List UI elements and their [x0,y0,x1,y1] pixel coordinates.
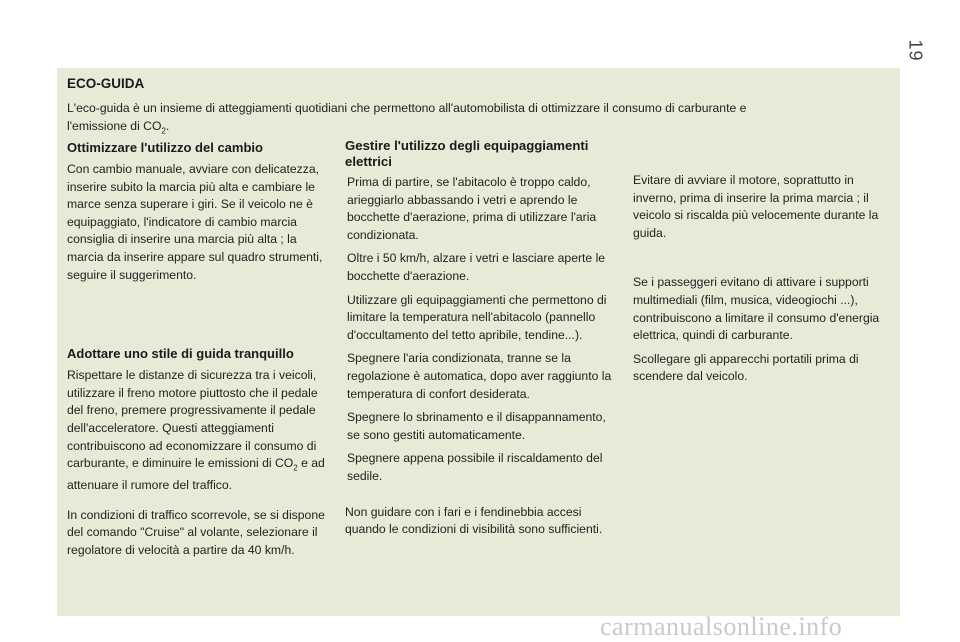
para-electrical-4: Spegnere l'aria condizionata, tranne se la regolazione è automatica, dopo aver raggiunto la temperatura di confort desiderata. [347,351,612,401]
para-electrical-3: Utilizzare gli equipaggiamenti che permettono di limitare la temperatura nell'abitacolo (pannello d'occultamento del tetto apribile, tendine...). [347,292,607,342]
para-electrical-1: Prima di partire, se l'abitacolo è troppo caldo, arieggiarlo abbassando i vetri e aprendo le bocchette d'aerazione, prima di utilizzare l'aria condizionata. [347,175,597,242]
heading-electrical: Gestire l'utilizzo degli equipaggiamenti elettrici [345,138,589,169]
intro-line-2-end: . [165,118,170,133]
para-engine-start: Evitare di avviare il motore, soprattutto in inverno, prima di inserire la prima marcia ; il veicolo si riscalda più velocemente durante la guida. [633,173,879,240]
para-portable-devices: Scollegare gli apparecchi portatili prima di scendere dal veicolo. [633,351,859,384]
para-driving-style-subscript: 2 [293,463,298,473]
intro-line-1: L'eco-guida è un insieme di atteggiamenti quotidiani che permettono all'automobilista di ottimizzare il consumo di carburante e [67,101,747,115]
para-driving-style-text: Rispettare le distanze di sicurezza tra i veicoli, utilizzare il freno motore piuttosto che il pedale del freno, premere progressivamente il pedale dell'acceleratore. Questi atteggiamenti contribuiscono ad economizzare il consumo di carburante, e diminuire le emissioni di CO [67,368,318,471]
para-electrical-2: Oltre i 50 km/h, alzare i vetri e lasciare aperte le bocchette d'aerazione. [347,251,606,283]
column-other-tips [633,172,893,386]
para-driving-style-end: e ad attenuare il rumore del traffico. [67,456,325,493]
intro-line-2: l'emissione di CO [67,118,162,133]
para-cruise: In condizioni di traffico scorrevole, se si dispone del comando "Cruise" al volante, selezionare il regolatore di velocità a partire da 40 km/h. [67,507,325,557]
intro-subscript: 2 [161,126,166,136]
para-gearbox: Con cambio manuale, avviare con delicatezza, inserire subito la marcia più alta e cambiare le marce senza superare i giri. Se il veicolo ne è equipaggiato, l'indicatore di cambio marcia consiglia di inserire una marcia più alta ; la marcia da inserire appare sul quadro strumenti, seguire il suggerimento. [67,162,323,282]
para-electrical-7: Non guidare con i fari e i fendinebbia accesi quando le condizioni di visibilità sono sufficienti. [345,504,603,537]
watermark: carmanualsonline.info [600,612,843,641]
section-title: ECO-GUIDA [67,76,145,91]
para-electrical-6: Spegnere appena possibile il riscaldamento del sedile. [347,451,603,483]
heading-driving-style: Adottare uno stile di guida tranquillo [67,346,294,362]
para-multimedia: Se i passeggeri evitano di attivare i supporti multimediali (film, musica, videogiochi ...), contribuiscono a limitare il consumo d'energia elettrica, quindi di carburante. [633,275,880,343]
para-electrical-5: Spegnere lo sbrinamento e il disappannamento, se sono gestiti automaticamente. [347,410,606,442]
column-gearbox [67,140,329,560]
page-number: 19 [905,39,926,62]
column-electrical [345,138,615,539]
intro-text [67,100,867,140]
para-driving-style [67,367,329,495]
heading-gearbox: Ottimizzare l'utilizzo del cambio [67,140,263,155]
